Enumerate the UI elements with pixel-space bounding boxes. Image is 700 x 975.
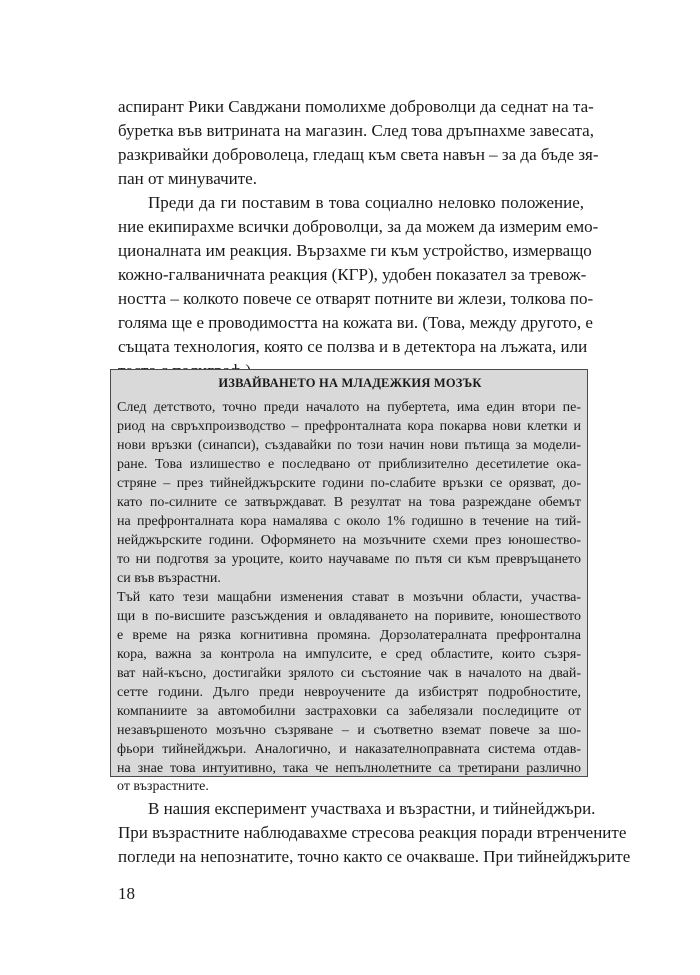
sidebar-text-line: Тъй като тези мащабни изменения стават в мозъчни области, участва-: [117, 590, 581, 605]
body-text-line: ността – колкото повече се отварят потните ви жлези, толкова по-: [118, 289, 594, 308]
body-text-line: Преди да ги поставим в това социално неловко положение,: [148, 193, 584, 212]
body-text-line: ционалната им реакция. Вързахме ги към устройство, измерващо: [118, 241, 592, 260]
sidebar-text-line: незавършеното мозъчно съзряване – и съответно вземат повече за шо-: [117, 723, 581, 738]
sidebar-text-line: стряне – през тийнейджърските години по-слабите връзки се орязват, до-: [117, 476, 581, 491]
body-text-line: голяма ще е проводимостта на кожата ви. (Това, между другото, е: [118, 313, 593, 332]
sidebar-title: ИЗВАЙВАНЕТО НА МЛАДЕЖКИЯ МОЗЪК: [218, 376, 482, 390]
sidebar-text-line: то ни подготвя за уроците, които научаваме по пътя си към превръщането: [117, 552, 581, 567]
sidebar-text-line: компаниите за автомобилни застраховки са забелязали последиците от: [117, 704, 581, 719]
body-text-line: погледи на непознатите, точно както се очакваше. При тийнейджърите: [118, 847, 631, 866]
sidebar-text-line: сетте години. Дълго преди невроучените да избистрят подробностите,: [117, 685, 581, 700]
sidebar-text-line: кора, важна за контрола на импулсите, е сред областите, които съзря-: [117, 647, 581, 662]
sidebar-text-line: си във възрастни.: [117, 571, 221, 586]
body-text-line: кожно-галваничната реакция (КГР), удобен показател за тревож-: [118, 265, 587, 284]
sidebar-text-line: е време на рязка когнитивна промяна. Дорзолатералната префронтална: [117, 628, 581, 643]
sidebar-text-line: нови връзки (синапси), създавайки по този начин нови пътища за модели-: [117, 438, 581, 453]
body-text-line: буретка във витрината на магазин. След това дръпнахме завесата,: [118, 121, 594, 140]
sidebar-text-line: от възрастните.: [117, 779, 209, 794]
body-text-line: ние екипирахме всички доброволци, за да можем да измерим емо-: [118, 217, 599, 236]
sidebar-text-line: ране. Това излишество е последвано от приблизително десетилетие ока-: [117, 457, 581, 472]
sidebar-text-line: нейджърските години. Оформянето на мозъчните схеми през юношество-: [117, 533, 581, 548]
body-text-line: пан от минувачите.: [118, 169, 257, 188]
sidebar-text-line: щи в по-висшите разсъждения и овладяването на поривите, юношеството: [117, 609, 581, 624]
sidebar-text-line: риод на свръхпроизводство – префронталната кора покарва нови клетки и: [117, 419, 581, 434]
body-text-line: разкривайки доброволеца, гледащ към света навън – за да бъде зя-: [118, 145, 599, 164]
body-text-line: същата технология, която се ползва и в детектора на лъжата, или: [118, 337, 588, 356]
body-text-line: При възрастните наблюдавахме стресова реакция поради втренчените: [118, 823, 627, 842]
sidebar-text-line: на префронталната кора намалява с около 1% годишно в течение на тий-: [117, 514, 581, 529]
sidebar-text-line: След детството, точно преди началото на пубертета, има един втори пе-: [117, 400, 581, 415]
sidebar-text-line: ват най-късно, достигайки зрялото си състояние чак в началото на двай-: [117, 666, 581, 681]
sidebar-text-line: фьори тийнейджъри. Аналогично, и наказателноправната система отдав-: [117, 742, 581, 757]
body-text-line: В нашия експеримент участваха и възрастни, и тийнейджъри.: [148, 799, 596, 818]
sidebar-text-line: като по-силните се затвърждават. В резултат на това разреждане обемът: [117, 495, 581, 510]
page-number: 18: [118, 884, 135, 903]
sidebar-text-line: на знае това интуитивно, така че непълнолетните са третирани различно: [117, 761, 581, 776]
body-text-line: аспирант Рики Савджани помолихме доброволци да седнат на та-: [118, 97, 594, 116]
